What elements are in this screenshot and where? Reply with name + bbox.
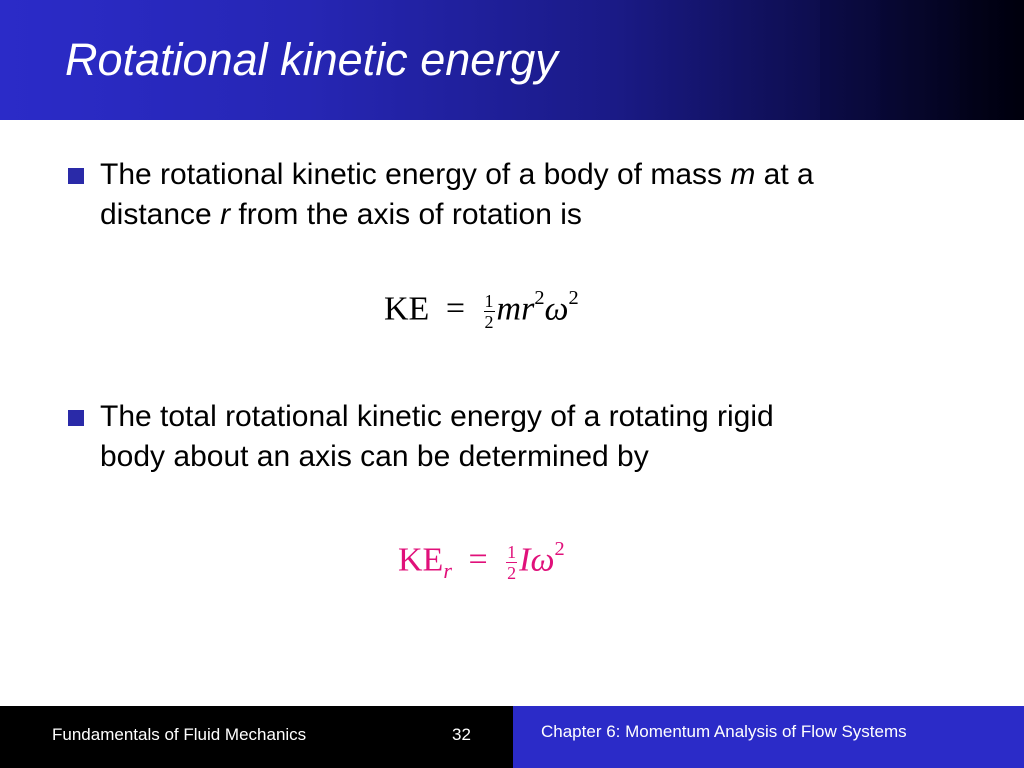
footer-course-title: Fundamentals of Fluid Mechanics [52, 725, 307, 744]
slide-title: Rotational kinetic energy [65, 34, 558, 85]
bullet-text-2: The total rotational kinetic energy of a rotating rigid body about an axis can be determined by [100, 400, 774, 473]
fraction-one-half: $\frac{1}{2}$ [507, 542, 517, 583]
equation-ke: KE = $\frac{1}{2}$ $mr^2\omega^2$ [384, 287, 579, 332]
footer-chapter-title: Chapter 6: Momentum Analysis of Flow Systems [541, 722, 907, 741]
bullet-square-icon [68, 168, 84, 184]
footer-page-number: 32 [452, 725, 471, 744]
slide-header [0, 0, 1024, 120]
fraction-one-half: $\frac{1}{2}$ [484, 291, 494, 332]
bullet-text-1: The rotational kinetic energy of a body of mass m at a distance r from the axis of rotation is [100, 158, 814, 231]
bullet-square-icon [68, 410, 84, 426]
equation-ke-rotational: $KE_r$ = $\frac{1}{2}$ $I\omega^2$ [398, 538, 565, 584]
